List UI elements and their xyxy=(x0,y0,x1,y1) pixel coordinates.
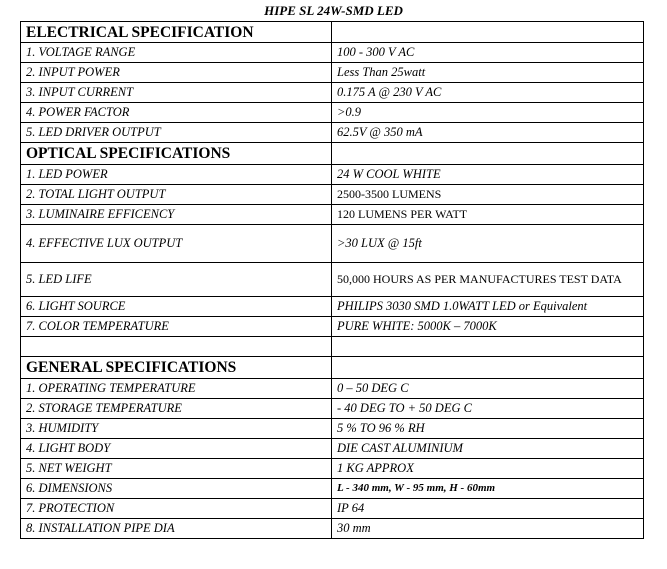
spec-value: 100 - 300 V AC xyxy=(332,43,644,63)
table-row xyxy=(21,297,644,317)
spec-label: 4. EFFECTIVE LUX OUTPUT xyxy=(21,225,332,263)
table-row xyxy=(21,165,644,185)
spec-value: PHILIPS 3030 SMD 1.0WATT LED or Equivalent xyxy=(332,297,644,317)
spec-label: 2. INPUT POWER xyxy=(21,63,332,83)
table-row xyxy=(21,439,644,459)
table-row xyxy=(21,83,644,103)
table-row xyxy=(21,103,644,123)
empty-cell xyxy=(332,337,644,357)
table-row xyxy=(21,185,644,205)
table-row xyxy=(21,519,644,539)
spec-value: 0 – 50 DEG C xyxy=(332,379,644,399)
spec-value: 62.5V @ 350 mA xyxy=(332,123,644,143)
spec-label: 5. LED DRIVER OUTPUT xyxy=(21,123,332,143)
empty-row xyxy=(21,337,644,357)
spec-value: 0.175 A @ 230 V AC xyxy=(332,83,644,103)
section-heading: OPTICAL SPECIFICATIONS xyxy=(21,143,332,165)
spec-label: 2. TOTAL LIGHT OUTPUT xyxy=(21,185,332,205)
section-heading: GENERAL SPECIFICATIONS xyxy=(21,357,332,379)
table-row xyxy=(21,459,644,479)
spec-label: 1. VOLTAGE RANGE xyxy=(21,43,332,63)
spec-value: 2500-3500 LUMENS xyxy=(332,185,644,205)
spec-label: 8. INSTALLATION PIPE DIA xyxy=(21,519,332,539)
table-row xyxy=(21,379,644,399)
table-row xyxy=(21,399,644,419)
document-title: HIPE SL 24W-SMD LED xyxy=(264,3,403,18)
table-row xyxy=(21,479,644,499)
section-heading-blank-cell xyxy=(332,357,644,379)
section-header-general xyxy=(21,357,644,379)
spec-value: >0.9 xyxy=(332,103,644,123)
spec-value: L - 340 mm, W - 95 mm, H - 60mm xyxy=(332,479,644,499)
table-row xyxy=(21,43,644,63)
spec-value: 120 LUMENS PER WATT xyxy=(332,205,644,225)
section-header-optical xyxy=(21,143,644,165)
spec-value: IP 64 xyxy=(332,499,644,519)
spec-label: 7. PROTECTION xyxy=(21,499,332,519)
spec-label: 7. COLOR TEMPERATURE xyxy=(21,317,332,337)
spec-label: 5. LED LIFE xyxy=(21,263,332,297)
table-row xyxy=(21,205,644,225)
section-heading: ELECTRICAL SPECIFICATION xyxy=(21,22,332,43)
empty-cell xyxy=(21,337,332,357)
section-heading-blank-cell xyxy=(332,22,644,43)
spec-value: 1 KG APPROX xyxy=(332,459,644,479)
spec-label: 3. INPUT CURRENT xyxy=(21,83,332,103)
spec-label: 6. LIGHT SOURCE xyxy=(21,297,332,317)
section-heading-blank-cell xyxy=(332,143,644,165)
spec-value: DIE CAST ALUMINIUM xyxy=(332,439,644,459)
specification-table xyxy=(20,21,644,539)
spec-label: 2. STORAGE TEMPERATURE xyxy=(21,399,332,419)
table-row xyxy=(21,499,644,519)
table-row xyxy=(21,419,644,439)
spec-value: Less Than 25watt xyxy=(332,63,644,83)
spec-label: 6. DIMENSIONS xyxy=(21,479,332,499)
spec-value: PURE WHITE: 5000K – 7000K xyxy=(332,317,644,337)
spec-label: 3. HUMIDITY xyxy=(21,419,332,439)
spec-value: 50,000 HOURS AS PER MANUFACTURES TEST DATA xyxy=(332,263,644,297)
table-row xyxy=(21,263,644,297)
spec-label: 4. LIGHT BODY xyxy=(21,439,332,459)
spec-value: 30 mm xyxy=(332,519,644,539)
table-row xyxy=(21,225,644,263)
spec-value: 5 % TO 96 % RH xyxy=(332,419,644,439)
spec-value: - 40 DEG TO + 50 DEG C xyxy=(332,399,644,419)
table-row xyxy=(21,317,644,337)
table-row xyxy=(21,63,644,83)
spec-value: 24 W COOL WHITE xyxy=(332,165,644,185)
spec-label: 3. LUMINAIRE EFFICENCY xyxy=(21,205,332,225)
section-header-electrical xyxy=(21,22,644,43)
table-row xyxy=(21,123,644,143)
spec-label: 1. LED POWER xyxy=(21,165,332,185)
spec-label: 1. OPERATING TEMPERATURE xyxy=(21,379,332,399)
spec-label: 4. POWER FACTOR xyxy=(21,103,332,123)
spec-label: 5. NET WEIGHT xyxy=(21,459,332,479)
spec-value: >30 LUX @ 15ft xyxy=(332,225,644,263)
